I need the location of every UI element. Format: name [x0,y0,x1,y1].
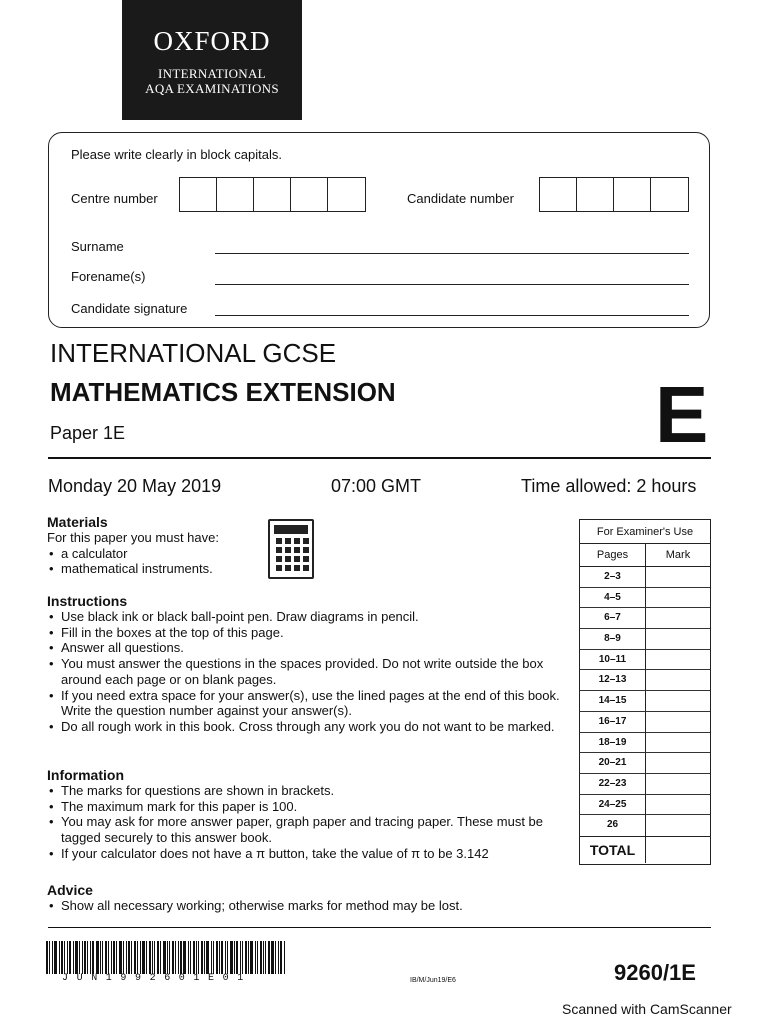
materials-item: • mathematical instruments. [47,561,572,577]
centre-number-label: Centre number [71,191,158,206]
instruction-item: • Answer all questions. [47,640,572,656]
mark-cell [646,588,710,608]
footer-divider [48,927,711,928]
calculator-icon [268,519,314,579]
barcode-bar [52,941,53,974]
barcode-bar [64,941,65,974]
barcode-bar [248,941,249,974]
centre-digit-box[interactable] [328,178,365,211]
barcode-bar [206,941,209,974]
advice-item: • Show all necessary working; otherwise marks for method may be lost. [47,898,572,914]
pages-cell: 22–23 [580,774,646,794]
barcode-bar [236,941,238,974]
logo-line-international: INTERNATIONAL [158,66,266,81]
pages-cell: 4–5 [580,588,646,608]
centre-number-boxes[interactable] [179,177,366,212]
block-capitals-instruction: Please write clearly in block capitals. [71,147,282,162]
centre-digit-box[interactable] [180,178,217,211]
subject-title: MATHEMATICS EXTENSION [50,377,396,407]
barcode-bar [280,941,282,974]
barcode [46,941,302,974]
instruction-item: • You must answer the questions in the spaces provided. Do not write outside the box around each page or on blank pages. [47,656,572,687]
candidate-details-box [48,132,710,328]
instruction-item: • If you need extra space for your answer(s), use the lined pages at the end of this book. Write the question number against your answer(s). [47,688,572,719]
mark-column-header: Mark [665,549,691,561]
barcode-bar [119,941,122,974]
table-row [580,629,710,650]
information-item: • You may ask for more answer paper, graph paper and tracing paper. These must be tagged securely to this answer book. [47,814,572,845]
barcode-bar [178,941,179,974]
instructions-section [47,593,572,735]
candidate-digit-box[interactable] [577,178,614,211]
barcode-bar [250,941,253,974]
pages-cell: 6–7 [580,608,646,628]
materials-item: • a calculator [47,546,572,562]
barcode-bar [154,941,155,974]
forename-label: Forename(s) [71,269,146,284]
instruction-item: • Do all rough work in this book. Cross through any work you do not want to be marked. [47,719,572,735]
examiner-use-table [579,519,711,865]
barcode-bar [92,941,94,974]
pages-cell: 16–17 [580,712,646,732]
table-row [580,733,710,754]
materials-heading: Materials [47,514,108,530]
barcode-bar [108,941,109,974]
barcode-bar [219,941,220,974]
mark-cell [646,670,710,690]
barcode-bar [126,941,127,974]
barcode-bar [183,941,186,974]
table-row [580,691,710,712]
instruction-item: • Use black ink or black ball-point pen. Draw diagrams in pencil. [47,609,572,625]
pages-cell: 8–9 [580,629,646,649]
time-allowed: Time allowed: 2 hours [521,476,697,496]
examiner-table-heading: For Examiner's Use [580,520,710,544]
oxford-aqa-logo [122,0,302,120]
barcode-bar [216,941,218,974]
barcode-bar [255,941,256,974]
barcode-bar [105,941,107,974]
signature-label: Candidate signature [71,301,188,316]
centre-digit-box[interactable] [217,178,254,211]
table-row [580,753,710,774]
paper-code: 9260/1E [614,960,696,985]
barcode-bar [190,941,191,974]
barcode-bar [227,941,228,974]
barcode-bar [271,941,274,974]
table-row [580,608,710,629]
barcode-bar [137,941,138,974]
paper-reference: IB/M/Jun19/E6 [410,977,456,984]
pages-cell: 24–25 [580,795,646,815]
mark-cell [646,629,710,649]
pages-cell: 18–19 [580,733,646,753]
table-row [580,774,710,795]
barcode-bar [242,941,243,974]
barcode-bar [278,941,279,974]
barcode-bar [82,941,83,974]
information-item: • If your calculator does not have a π button, take the value of π to be 3.142 [47,846,572,862]
pages-cell: 12–13 [580,670,646,690]
barcode-bar [245,941,247,974]
barcode-bar [90,941,91,974]
signature-line[interactable] [215,315,689,316]
candidate-number-boxes[interactable] [539,177,689,212]
barcode-bar [221,941,223,974]
surname-line[interactable] [215,253,689,254]
table-row [580,795,710,816]
barcode-bar [160,941,161,974]
surname-label: Surname [71,239,124,254]
table-row [580,815,710,836]
centre-digit-box[interactable] [291,178,328,211]
barcode-bar [79,941,80,974]
barcode-bar [87,941,88,974]
mark-cell [646,608,710,628]
barcode-bar [211,941,212,974]
paper-title: Paper 1E [50,423,126,443]
barcode-text: JUN1992601E01 [62,973,252,984]
barcode-bar [146,941,147,974]
barcode-bar [67,941,68,974]
table-row [580,650,710,671]
pages-column-header: Pages [580,544,646,566]
mark-cell [646,691,710,711]
information-item: • The marks for questions are shown in brackets. [47,783,572,799]
pages-cell: 2–3 [580,567,646,587]
advice-section [47,882,572,914]
logo-oxford: OXFORD [153,26,271,56]
barcode-bar [149,941,151,974]
information-item: • The maximum mark for this paper is 100. [47,799,572,815]
barcode-bar [234,941,235,974]
mark-cell [646,712,710,732]
information-section [47,767,572,862]
scanner-watermark: Scanned with CamScanner [562,1001,732,1017]
candidate-number-label: Candidate number [407,191,514,206]
barcode-bar [59,941,60,974]
barcode-bar [46,941,48,974]
barcode-bar [213,941,214,974]
barcode-bar [61,941,63,974]
barcode-bar [123,941,124,974]
advice-heading: Advice [47,882,93,898]
pages-cell: 10–11 [580,650,646,670]
barcode-bar [142,941,145,974]
barcode-bar [225,941,226,974]
total-label: TOTAL [580,837,646,863]
exam-time: 07:00 GMT [331,476,422,496]
barcode-bar [102,941,103,974]
barcode-bar [84,941,86,974]
table-row [580,567,710,588]
pages-cell: 26 [580,815,646,836]
tier-letter: E [655,370,709,459]
materials-intro: For this paper you must have: [47,530,219,545]
information-heading: Information [47,767,124,783]
exam-date: Monday 20 May 2019 [48,476,222,496]
barcode-bar [134,941,136,974]
barcode-bar [152,941,153,974]
barcode-bar [167,941,168,974]
barcode-bar [230,941,233,974]
barcode-bar [257,941,258,974]
barcode-bar [240,941,241,974]
barcode-bar [284,941,285,974]
barcode-bar [113,941,115,974]
barcode-bar [131,941,132,974]
barcode-bar [116,941,117,974]
barcode-bar [73,941,74,974]
candidate-digit-box[interactable] [614,178,651,211]
barcode-bar [111,941,112,974]
barcode-bar [180,941,182,974]
barcode-bar [204,941,205,974]
barcode-bar [193,941,195,974]
barcode-bar [188,941,189,974]
header-divider [48,457,711,459]
barcode-bar [275,941,276,974]
mark-cell [646,567,710,587]
barcode-bar [69,941,71,974]
barcode-bar [263,941,264,974]
mark-cell [646,795,710,815]
mark-cell [646,774,710,794]
centre-digit-box[interactable] [254,178,291,211]
barcode-bar [198,941,199,974]
barcode-bar [157,941,159,974]
instruction-item: • Fill in the boxes at the top of this page. [47,625,572,641]
barcode-bar [265,941,266,974]
table-row [580,588,710,609]
total-row [580,836,710,863]
candidate-digit-box[interactable] [540,178,577,211]
mark-cell [646,815,710,836]
logo-line-aqa: AQA EXAMINATIONS [145,81,279,96]
mark-cell [646,753,710,773]
barcode-bar [260,941,262,974]
candidate-digit-box[interactable] [651,178,688,211]
instructions-heading: Instructions [47,593,128,609]
forename-line[interactable] [215,284,689,285]
table-row [580,712,710,733]
barcode-bar [96,941,99,974]
examiner-column-headers [580,544,710,567]
pages-cell: 20–21 [580,753,646,773]
mark-cell [646,650,710,670]
barcode-bar [163,941,166,974]
barcode-bar [268,941,270,974]
barcode-bar [175,941,176,974]
barcode-bar [100,941,101,974]
mark-cell [646,733,710,753]
pages-cell: 14–15 [580,691,646,711]
table-row [580,670,710,691]
barcode-bar [201,941,203,974]
barcode-bar [172,941,174,974]
barcode-bar [169,941,170,974]
barcode-bar [49,941,50,974]
barcode-bar [128,941,130,974]
barcode-bar [140,941,141,974]
barcode-bar [54,941,57,974]
barcode-bar [75,941,78,974]
barcode-bar [196,941,197,974]
qualification-title: INTERNATIONAL GCSE [50,338,337,368]
